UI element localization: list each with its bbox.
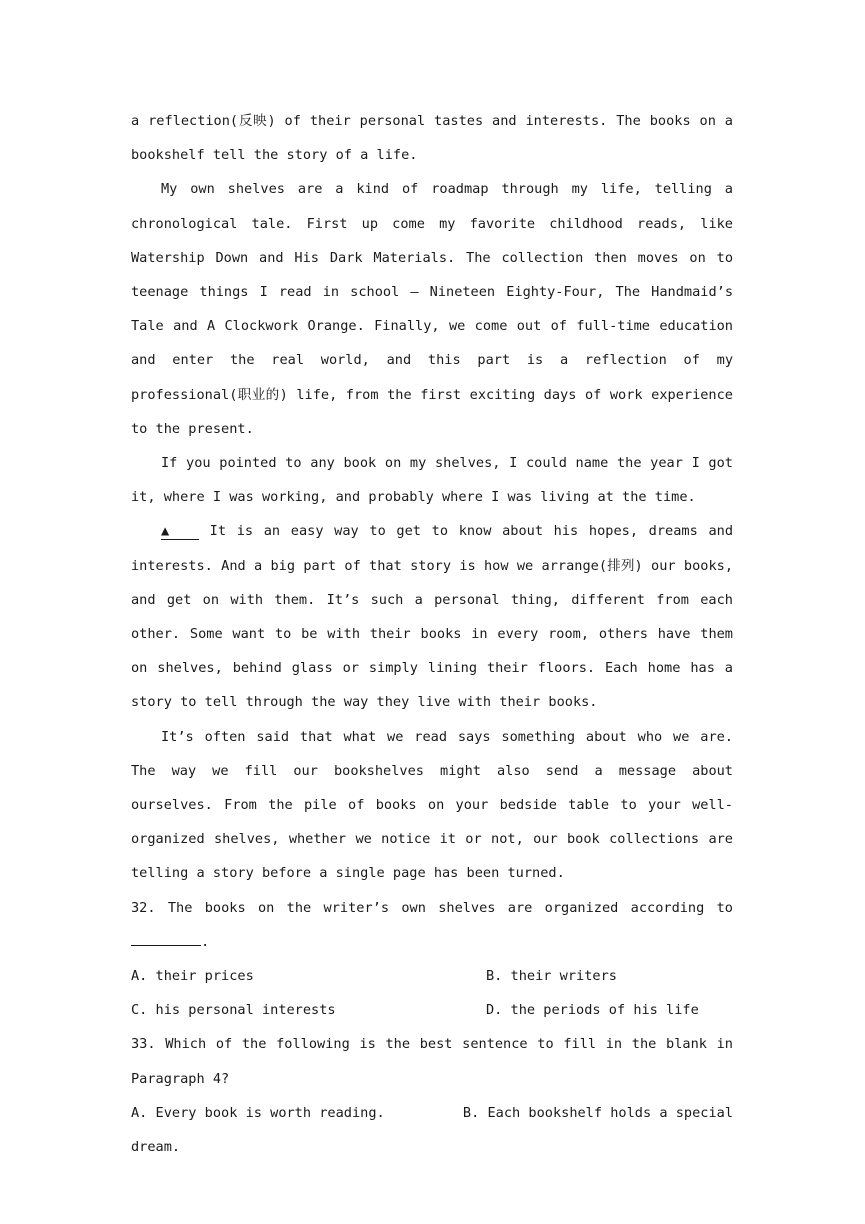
paragraph-2: My own shelves are a kind of roadmap through my life, telling a chronological tale. First up come my favorite childhood reads, like Watership Down and His Dark Materials. The collection then moves on to teenage things I read in school — Nineteen Eighty-Four, The Handmaid’s Tale and A Clockwork Orange. Finally, we come out of full-time education and enter the real world, and this part is a reflection of my professional(职业的) life, from the first exciting days of work experience to the present. (131, 181, 733, 437)
paragraph-4-text: It is an easy way to get to know about his hopes, dreams and interests. And a big part of that story is how we arrange(排列) our books, and get on with them. It’s such a personal thing, different from each other. Some want to be with their books in every room, others have them on shelves, behind glass or simply lining their floors. Each home has a story to tell through the way they live with their books. (131, 523, 733, 711)
option-33-b: B. Each bookshelf holds a special (462, 1104, 733, 1121)
question-32-options-row-2 (131, 993, 733, 1027)
question-33-options-row-1 (131, 1096, 733, 1130)
option-32-d: D. the periods of his life (486, 1002, 699, 1019)
option-32-c: C. his personal interests (131, 1002, 336, 1019)
option-32-b: B. their writers (486, 968, 617, 985)
answer-blank (131, 931, 201, 946)
question-33-stem: 33. Which of the following is the best sentence to fill in the blank in Paragraph 4? (131, 1036, 733, 1087)
paragraph-5: It’s often said that what we read says something about who we are. The way we fill our bookshelves might also send a message about ourselves. From the pile of books on your bedside table to your well-organized shelves, whether we notice it or not, our book collections are telling a story before a single page has been turned. (131, 728, 733, 882)
question-32-text: 32. The books on the writer’s own shelves are organized according to (131, 899, 733, 916)
paragraph-3: If you pointed to any book on my shelves, I could name the year I got it, where I was working, and probably where I was living at the time. (131, 455, 733, 506)
document-page (131, 104, 733, 1164)
question-32-options-row-1 (131, 959, 733, 993)
option-32-a: A. their prices (131, 968, 254, 985)
paragraph-1: a reflection(反映) of their personal tastes and interests. The books on a bookshelf tell the story of a life. (131, 113, 733, 164)
blank-marker: ▲ (161, 524, 199, 540)
option-33-a: A. Every book is worth reading. (131, 1104, 385, 1121)
option-33-b-continued: dream. (131, 1139, 181, 1156)
question-32-end: . (201, 933, 210, 950)
question-32-stem (131, 891, 733, 959)
paragraph-4 (131, 514, 733, 719)
